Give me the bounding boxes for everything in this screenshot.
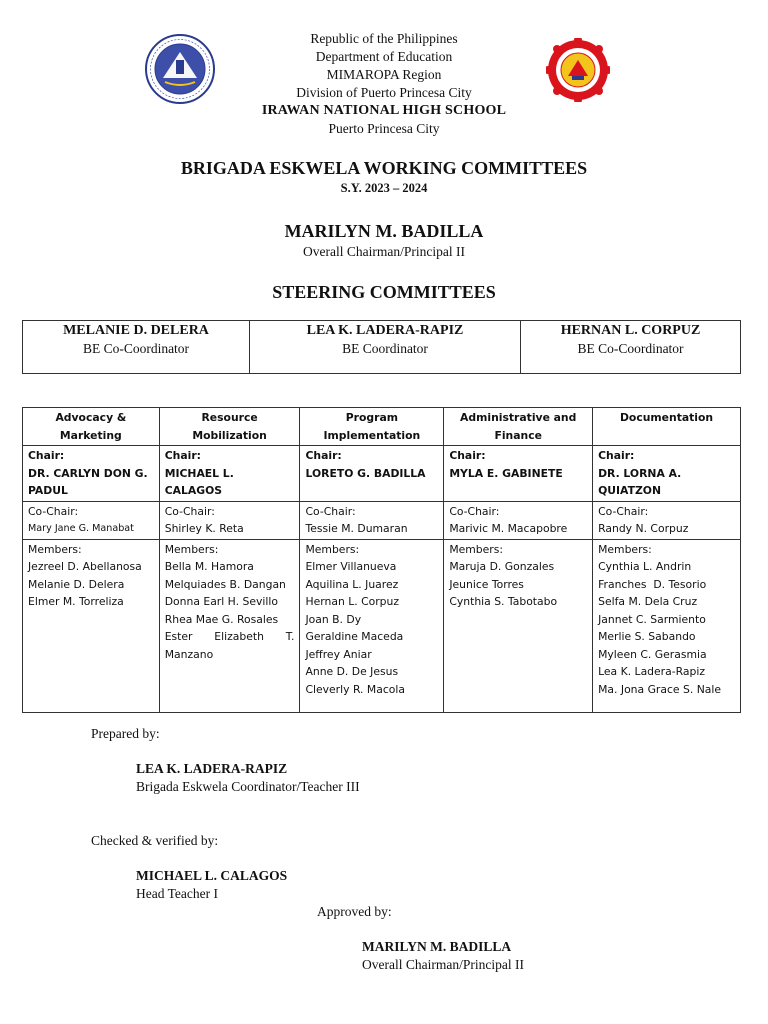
member-name: Melanie D. Delera <box>28 577 125 591</box>
chair-cell <box>593 446 741 502</box>
letterhead <box>0 30 768 138</box>
committee-heading: Documentation <box>593 408 741 446</box>
approved-by-block <box>362 938 524 974</box>
member-name: Maruja D. Gonzales <box>449 560 555 573</box>
checked-by-label: Checked & verified by: <box>91 833 219 848</box>
steering-member <box>23 321 249 373</box>
members-cell <box>23 539 160 712</box>
school-year: S.Y. 2023 – 2024 <box>340 181 428 195</box>
members-cell <box>444 539 593 712</box>
members-cell <box>159 539 300 712</box>
approved-by-role: Overall Chairman/Principal II <box>362 957 524 972</box>
cochair-cell <box>593 501 741 539</box>
steering-member-role: BE Coordinator <box>342 341 428 356</box>
member-name: Joan B. Dy <box>305 612 362 626</box>
cochair-cell <box>159 501 300 539</box>
member-name: Aquilina L. Juarez <box>305 577 399 591</box>
member-name: Cynthia L. Andrin <box>598 560 692 573</box>
members-label: Members: <box>598 542 652 556</box>
cochair-label: Co-Chair: <box>28 504 79 518</box>
member-name: Jeunice Torres <box>449 577 524 591</box>
checked-by-name: MICHAEL L. CALAGOS <box>136 868 288 883</box>
members-row <box>23 539 741 712</box>
chair-name: LORETO G. BADILLA <box>305 466 426 480</box>
cochair-name: Shirley K. Reta <box>164 522 244 535</box>
committee-heading: Resource Mobilization <box>159 408 300 446</box>
cochair-cell <box>444 501 593 539</box>
steering-heading: STEERING COMMITTEES <box>272 282 496 302</box>
members-cell <box>300 539 444 712</box>
chairman-role: Overall Chairman/Principal II <box>303 244 465 259</box>
member-name: Elmer M. Torreliza <box>28 595 124 608</box>
header-school-name: IRAWAN NATIONAL HIGH SCHOOL <box>261 103 507 118</box>
committees-table <box>22 407 741 713</box>
chair-name: MYLA E. GABINETE <box>449 466 563 480</box>
cochair-label: Co-Chair: <box>305 504 356 518</box>
approved-by-name: MARILYN M. BADILLA <box>362 939 512 954</box>
member-name: Melquiades B. Dangan <box>164 577 286 591</box>
approved-by-label: Approved by: <box>317 904 392 919</box>
chair-cell <box>444 446 593 502</box>
cochair-name: Marivic M. Macapobre <box>449 522 568 535</box>
committee-heading: Program Implementation <box>300 408 444 446</box>
chair-name: DR. CARLYN DON G. PADUL <box>28 466 148 497</box>
chair-name: MICHAEL L. CALAGOS <box>164 466 234 497</box>
member-name: Jannet C. Sarmiento <box>598 612 706 626</box>
prepared-by-role: Brigada Eskwela Coordinator/Teacher III <box>136 779 360 794</box>
member-name: Cleverly R. Macola <box>305 682 406 696</box>
member-name: Ma. Jona Grace S. Nale <box>598 682 722 696</box>
member-name: Jezreel D. Abellanosa <box>28 560 142 573</box>
cochair-label: Co-Chair: <box>598 504 649 518</box>
steering-member-name: HERNAN L. CORPUZ <box>560 323 701 338</box>
prepared-by-block <box>136 760 360 796</box>
committee-header-row <box>23 408 741 446</box>
chair-label: Chair: <box>28 449 65 462</box>
member-name: Donna Earl H. Sevillo <box>164 595 278 608</box>
checked-by-block <box>136 867 287 903</box>
committee-heading: Advocacy & Marketing <box>23 408 160 446</box>
member-name: Selfa M. Dela Cruz <box>598 595 698 608</box>
member-name: Lea K. Ladera-Rapiz <box>598 665 706 678</box>
member-name: Bella M. Hamora <box>164 560 254 573</box>
steering-member-role: BE Co-Coordinator <box>82 341 190 356</box>
committee-heading: Administrative and Finance <box>444 408 593 446</box>
member-name: Merlie S. Sabando <box>598 630 696 643</box>
member-name: Ester Elizabeth T. Manzano <box>164 630 295 661</box>
steering-member <box>520 321 740 373</box>
prepared-by-label: Prepared by: <box>91 726 160 741</box>
cochair-name: Tessie M. Dumaran <box>305 522 408 535</box>
header-division: Division of Puerto Princesa City <box>296 85 472 100</box>
cochair-name: Mary Jane G. Manabat <box>28 523 134 534</box>
member-name: Anne D. De Jesus <box>305 665 399 678</box>
member-name: Elmer Villanueva <box>305 560 397 573</box>
chair-name: DR. LORNA A. QUIATZON <box>598 466 682 497</box>
steering-member-name: LEA K. LADERA-RAPIZ <box>306 323 464 338</box>
chair-cell <box>23 446 160 502</box>
chair-label: Chair: <box>305 449 342 462</box>
chair-cell <box>300 446 444 502</box>
header-department: Department of Education <box>315 49 453 64</box>
cochair-label: Co-Chair: <box>449 504 500 518</box>
members-label: Members: <box>164 542 219 556</box>
cochair-cell <box>23 501 160 539</box>
checked-by-role: Head Teacher I <box>136 886 219 901</box>
member-name: Cynthia S. Tabotabo <box>449 595 558 608</box>
members-label: Members: <box>305 542 360 556</box>
members-label: Members: <box>449 542 503 556</box>
chair-label: Chair: <box>164 449 201 462</box>
cochair-row <box>23 501 741 539</box>
prepared-by-name: LEA K. LADERA-RAPIZ <box>136 761 288 776</box>
header-republic: Republic of the Philippines <box>310 31 458 46</box>
cochair-cell <box>300 501 444 539</box>
steering-committee-box <box>22 320 741 374</box>
header-city: Puerto Princesa City <box>328 121 440 136</box>
cochair-name: Randy N. Corpuz <box>598 522 689 535</box>
steering-member-name: MELANIE D. DELERA <box>63 323 209 338</box>
member-name: Myleen C. Gerasmia <box>598 647 707 661</box>
header-region: MIMAROPA Region <box>326 67 442 82</box>
members-cell <box>593 539 741 712</box>
steering-member <box>249 321 520 373</box>
member-name: Hernan L. Corpuz <box>305 595 400 608</box>
member-name: Rhea Mae G. Rosales <box>164 612 279 626</box>
cochair-label: Co-Chair: <box>164 504 215 518</box>
chair-cell <box>159 446 300 502</box>
member-name: Geraldine Maceda <box>305 630 404 643</box>
chair-label: Chair: <box>449 449 486 462</box>
member-name: Franches D. Tesorio <box>598 577 707 591</box>
document-title: BRIGADA ESKWELA WORKING COMMITTEES <box>180 158 588 178</box>
chair-label: Chair: <box>598 449 635 462</box>
chair-row <box>23 446 741 502</box>
steering-member-role: BE Co-Coordinator <box>577 341 684 356</box>
members-label: Members: <box>28 542 82 556</box>
chairman-name: MARILYN M. BADILLA <box>284 221 484 241</box>
member-name: Jeffrey Aniar <box>305 647 372 661</box>
